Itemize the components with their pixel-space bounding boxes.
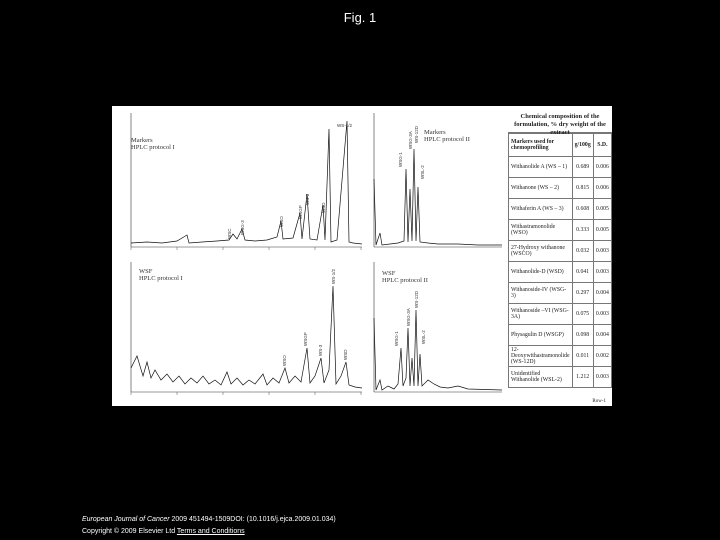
- table-row: [509, 220, 612, 241]
- cell-sd: 0.002: [593, 346, 611, 367]
- cell-amount: 0.297: [572, 283, 593, 304]
- cell-marker: Withanolide A (WS – 1): [509, 157, 573, 178]
- table-row: [509, 241, 612, 262]
- peak-label: WSL-2: [420, 165, 425, 179]
- journal-name: European Journal of Cancer: [82, 516, 170, 523]
- composition-table: [508, 109, 612, 406]
- cell-marker: Withanolide-D (WSD): [509, 262, 573, 283]
- peak-label: WSGP: [298, 205, 303, 219]
- cell-marker: Physagulin D (WSGP): [509, 325, 573, 346]
- cell-sd: 0.006: [593, 178, 611, 199]
- table-row: [509, 157, 612, 178]
- panel-4-label: WSF HPLC protocol II: [382, 270, 428, 284]
- chromatogram-wsf-protocol-1: [117, 258, 365, 404]
- peak-label: WSG-1: [394, 331, 399, 346]
- cell-amount: 0.011: [572, 346, 593, 367]
- cell-marker: Withanone (WS – 2): [509, 178, 573, 199]
- peak-label: WSG-1: [398, 152, 403, 167]
- peak-label: WSO: [282, 355, 287, 366]
- cell-amount: 1.212: [572, 367, 593, 388]
- table-row: [509, 367, 612, 388]
- cell-marker: 12-Deoxywithastramonolide (WS-12D): [509, 346, 573, 367]
- peak-label: WS-1/2: [337, 123, 353, 128]
- cell-marker: Withastramonolide (WSO): [509, 220, 573, 241]
- header-marker: Markers used for chemoprofiling: [509, 134, 573, 157]
- composition-data-table: [508, 133, 612, 388]
- cell-sd: 0.006: [593, 157, 611, 178]
- panel-1-label: Markers HPLC protocol I: [131, 137, 175, 151]
- cell-marker: Withanoside-IV (WSG-3): [509, 283, 573, 304]
- table-row: [509, 178, 612, 199]
- peak-label: WSO: [279, 216, 284, 227]
- table-title: Chemical composition of the formulation, % dry weight of the extract: [508, 109, 612, 133]
- cell-amount: 0.689: [572, 157, 593, 178]
- peak-label: WSGP: [303, 332, 308, 346]
- cell-marker: Withanoside –VI (WSG-3A): [509, 304, 573, 325]
- copyright: [82, 528, 245, 535]
- panel-3-label: WSF HPLC protocol I: [139, 268, 183, 282]
- cell-sd: 0.005: [593, 199, 611, 220]
- cell-amount: 0.041: [572, 262, 593, 283]
- cell-amount: 0.333: [572, 220, 593, 241]
- cell-sd: 0.003: [593, 241, 611, 262]
- cell-sd: 0.005: [593, 220, 611, 241]
- peak-label: WSL-2: [421, 330, 426, 344]
- peak-label: WS-3: [305, 193, 310, 205]
- peak-label: WS-12D: [414, 290, 419, 308]
- table-row: [509, 262, 612, 283]
- peak-label: WS-12D: [414, 125, 419, 143]
- peak-label: WSD: [321, 202, 326, 213]
- terms-link[interactable]: Terms and Conditions: [176, 528, 245, 535]
- cell-sd: 0.003: [593, 262, 611, 283]
- peak-label: WSG-3A: [408, 131, 413, 149]
- citation: [82, 516, 336, 523]
- cell-sd: 0.003: [593, 304, 611, 325]
- table-row: [509, 325, 612, 346]
- chromatogram-wsf-protocol-2: [368, 258, 505, 404]
- cell-amount: 0.032: [572, 241, 593, 262]
- peak-label: WSD: [343, 349, 348, 360]
- header-sd: S.D.: [593, 134, 611, 157]
- peak-label: WS-3: [318, 344, 323, 356]
- cell-amount: 0.608: [572, 199, 593, 220]
- cell-amount: 0.075: [572, 304, 593, 325]
- cell-sd: 0.004: [593, 283, 611, 304]
- cell-sd: 0.003: [593, 367, 611, 388]
- table-row: [509, 346, 612, 367]
- figure-title: Fig. 1: [343, 10, 377, 25]
- figure-image: [112, 106, 612, 406]
- chromatogram-markers-protocol-1: [117, 109, 365, 257]
- table-row: [509, 283, 612, 304]
- header-amount: g/100g: [572, 134, 593, 157]
- peak-label: WSG-3A: [406, 308, 411, 326]
- peak-label: WSG-3: [240, 220, 245, 235]
- peak-label: WS-1/2: [331, 268, 336, 284]
- citation-details: 2009 451494-1509DOI: (10.1016/j.ejca.2009.01.034): [169, 516, 336, 523]
- table-row: [509, 304, 612, 325]
- cell-marker: 27-Hydroxy withanone (WSCO): [509, 241, 573, 262]
- cell-amount: 0.098: [572, 325, 593, 346]
- cell-sd: 0.004: [593, 325, 611, 346]
- cell-marker: Withaferin A (WS – 3): [509, 199, 573, 220]
- cell-marker: Unidentified Withanolide (WSL-2): [509, 367, 573, 388]
- figure-tag: Row-1: [592, 399, 606, 404]
- cell-amount: 0.815: [572, 178, 593, 199]
- table-row: [509, 199, 612, 220]
- peak-label: WSC: [227, 228, 232, 239]
- chromatogram-markers-protocol-2: [368, 109, 505, 257]
- copyright-text: Copyright © 2009 Elsevier Ltd: [82, 528, 177, 535]
- panel-2-label: Markers HPLC protocol II: [424, 129, 470, 143]
